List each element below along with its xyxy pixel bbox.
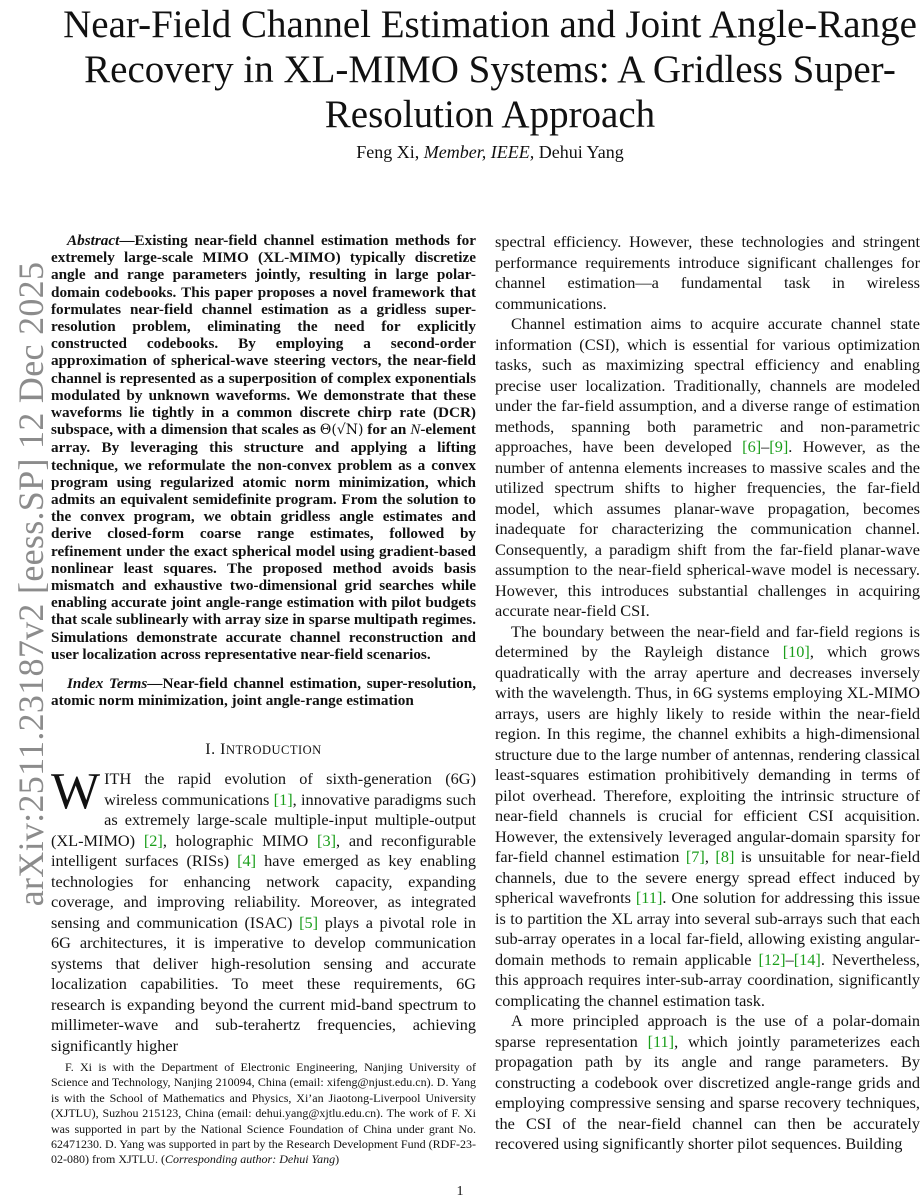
citation-11[interactable]: [11] [635,888,663,907]
paper-title: Near-Field Channel Estimation and Joint Angle-Range Recovery in XL-MIMO Systems: A Gridless Super-Resolution Approach [63,3,917,136]
author-dehui-yang: Dehui Yang [538,142,624,162]
section-heading-introduction [51,741,476,759]
intro-p3-text: . One solution for addressing this issue is to partition the XL array into several sub-arrays such that each sub-array operates in a local far-field, allowing existing angular-domain methods to remain applicable [495,888,920,969]
intro-p2-text: Channel estimation aims to acquire accurate channel state information (CSI), which is essential for various optimization tasks, such as maximizing spectral efficiency and enabling precise user localization. Traditionally, channels are modeled under the far-field assumption, and a diverse range of estimation methods, spanning both parametric and non-parametric approaches, have been developed [495,314,920,456]
citation-12[interactable]: [12] [758,949,786,969]
index-terms-text: Near-field channel estimation, super-resolution, atomic norm minimization, joint angle-range estimation [51,675,477,710]
citation-4[interactable]: [4] [237,851,257,871]
index-terms-dash: — [147,675,163,693]
intro-paragraph-4 [495,1011,920,1155]
page-number: 1 [456,1184,464,1199]
abstract-text-part1: Existing near-field channel estimation methods for extremely large-scale MIMO (XL-MIMO) typically discretize angle and range parameters jointly, resulting in large polar-domain codebooks. This paper proposes a novel framework that formulates near-field channel estimation as a gridless super-resolution problem, eliminating the need for explicitly constructed codebooks. By employing a second-order approximation of spherical-wave steering vectors, the near-field channel is represented as a superposition of complex exponentials modulated by unknown waveforms. We demonstrate that these waveforms lie tightly in a common discrete chirp rate (DCR) subspace, with a dimension that scales as [51,232,476,439]
abstract-label: Abstract [67,232,120,249]
author-membership: Member, IEEE, [423,142,535,162]
footnote [51,1060,476,1168]
left-column [51,232,476,1056]
index-terms-label: Index Terms [67,675,148,693]
intro-p3-text: is unsuitable for near-field channels, due to the severe energy spread effect induced by spherical wavefronts [495,847,920,907]
abstract-math-theta: Θ(√N) [319,422,364,439]
intro-p1-text: , innovative paradigms such as extremely large-scale multiple-input multiple-output (XL-MIMO) [51,789,477,850]
citation-1[interactable]: [1] [273,789,293,809]
intro-p3-text: . Nevertheless, this approach requires inter-sub-array coordination, significantly complicating the channel estimation task. [495,949,920,1010]
footnote-text: F. Xi is with the Department of Electronic Engineering, Nanjing University of Science and Technology, Nanjing 210094, China (email: xifeng@njust.edu.cn). D. Yang is with the School of Mathematics and Physics, Xi’an Jiaotong-Liverpool University (XJTLU), Suzhou 215123, China (email: dehui.yang@xjtlu.edu.cn). The work of F. Xi was supported in part by the National Science Foundation of China under grant No. 62471230. D. Yang was supported in part by the Research Development Fund (RDF-23-02-080) from XJTLU. ( [51,1060,476,1167]
intro-p1-text: plays a pivotal role in 6G architectures, it is imperative to develop communication systems that deliver high-resolution sensing and accurate localization capabilities. To meet these requirements, 6G research is expanding beyond the current mid-band spectrum to millimeter-wave and sub-terahertz frequencies, achieving significantly higher [51,912,477,1055]
intro-p1-text: ITH the rapid evolution of sixth-generation (6G) wireless communications [104,769,476,809]
author-feng-xi: Feng Xi, [356,142,420,162]
citation-11-repeat[interactable]: [11] [647,1031,675,1051]
abstract-text-part3: -element array. By leveraging this structure and applying a lifting technique, we reformulate the non-convex problem as a convex program using regularized atomic norm minimization, which admits an equivalent semidefinite program. From the solution to the convex program, we obtain gridless angle estimates and derive closed-form coarse range estimates, followed by refinement under the exact spherical model using gradient-based nonlinear least squares. The proposed method avoids basis mismatch and exhaustive two-dimensional grid searches while enabling accurate joint angle-range estimation with pilot budgets that scale sublinearly with array size in sparse multipath regimes. Simulations demonstrate accurate channel reconstruction and user localization across representative near-field scenarios. [51,421,476,663]
abstract-text-part2: for an [363,421,411,439]
citation-7[interactable]: [7] [685,847,705,866]
intro-p3-text: , which grows quadratically with the array aperture and decreases inversely with the wavelength. Thus, in 6G systems employing XL-MIMO arrays, users are highly likely to reside within the near-field region. In this regime, the channel exhibits a high-dimensional structure due to the large number of antennas, rendering classical least-squares estimation prohibitively demanding in terms of pilot overhead. Therefore, exploiting the intrinsic structure of near-field channels is crucial for efficient CSI acquisition. However, the extensively leveraged angular-domain sparsity for far-field channel estimation [495,642,920,866]
dropcap-letter: W [51,763,101,821]
right-column [495,232,920,1155]
range-dash: – [761,437,770,456]
section-name: NTRODUCTION [225,743,322,758]
citation-6[interactable]: [6] [742,437,762,456]
arxiv-identifier-text: arXiv:2511.23187v2 [eess.SP] 12 Dec 2025 [11,261,51,907]
footnote-close: ) [335,1152,340,1167]
arxiv-identifier-stamp [11,0,51,1200]
intro-paragraph-3 [495,622,920,1012]
intro-p1-text: , holographic MIMO [162,830,318,850]
intro-paragraph-1-continued: spectral efficiency. However, these technologies and stringent performance requirements introduce significant challenges for channel estimation—a fundamental task in wireless communications. [495,232,920,313]
abstract-math-n: N [410,421,421,439]
intro-paragraph-1 [51,763,477,1056]
author-line [60,142,920,163]
range-dash: – [785,949,794,969]
citation-comma: , [704,847,716,866]
intro-p4-text: , which jointly parameterizes each propagation path by its angle and range parameters. By constructing a codebook over discretized angle-range grids and employing compressive sensing and sparse recovery techniques, the CSI of the near-field channel can then be accurately recovered using significantly shorter pilot sequences. Building [495,1031,920,1153]
abstract-dash: — [119,232,135,249]
citation-14[interactable]: [14] [793,949,821,969]
intro-p3-text: The boundary between the near-field and far-field regions is determined by the Rayleigh distance [495,621,920,661]
abstract [51,232,476,663]
index-terms [51,675,476,709]
citation-3[interactable]: [3] [317,830,337,850]
intro-p1-text: have emerged as key enabling technologies for enhancing network capacity, expanding coverage, and improving reliability. Moreover, as integrated sensing and communication (ISAC) [51,851,476,932]
citation-5[interactable]: [5] [299,912,319,932]
intro-p1-text: , and reconfigurable intelligent surfaces (RISs) [51,830,476,871]
citation-8[interactable]: [8] [715,847,735,866]
corresponding-author: Corresponding author: Dehui Yang [164,1152,336,1167]
section-numeral: I. I [205,741,226,759]
citation-2[interactable]: [2] [143,830,163,850]
intro-p4-text: A more principled approach is the use of a polar-domain sparse representation [495,1011,920,1051]
citation-10[interactable]: [10] [782,642,810,661]
intro-p2-text: . However, as the number of antenna elements increases to massive scales and the utilized spectrum shifts to higher frequencies, the far-field model, which assumes planar-wave propagation, becomes inadequate for characterizing the communication channel. Consequently, a paradigm shift from the far-field planar-wave assumption to the near-field spherical-wave model is necessary. However, this introduces substantial challenges in acquiring accurate near-field CSI. [495,437,920,620]
citation-9[interactable]: [9] [769,437,789,456]
intro-paragraph-2 [495,314,920,622]
